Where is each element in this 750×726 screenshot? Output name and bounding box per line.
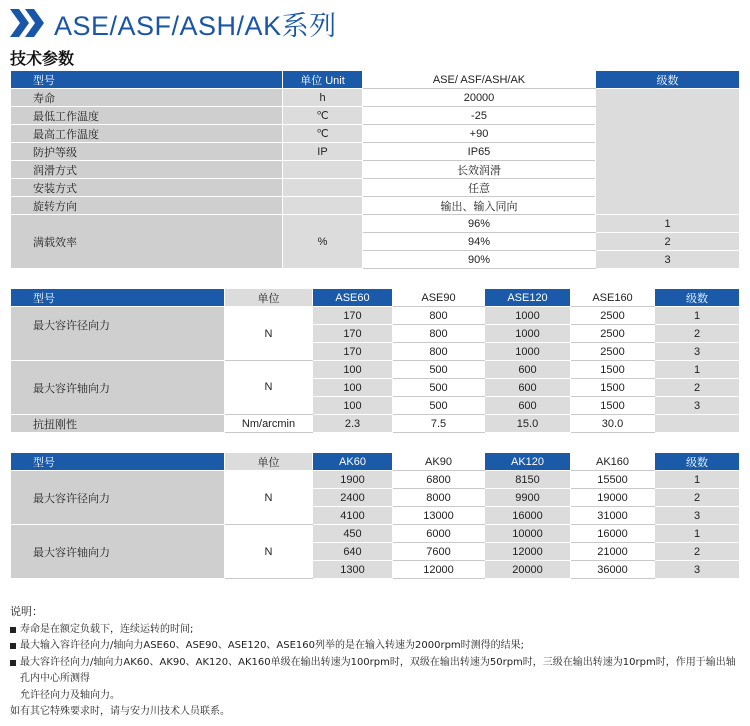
row-value: 20000 <box>363 89 596 107</box>
note-item <box>10 638 740 655</box>
header-stage: 级数 <box>596 71 740 89</box>
stage-value: 3 <box>655 507 740 525</box>
note-text: 最大容许径向力/轴向力AK60、AK90、AK120、AK160单级在输出转速为100rpm时，双级在输出转速为50rpm时，三级在输出转速为10rpm时，作用于输出轴孔内中心所测得 <box>20 656 736 684</box>
table-row <box>11 415 740 433</box>
cell: 1900 <box>313 471 393 489</box>
double-chevron-icon <box>10 9 46 37</box>
stage-empty <box>596 89 740 215</box>
row-label: 安装方式 <box>11 179 283 197</box>
note-text: 寿命是在额定负载下，连续运转的时间; <box>20 623 194 635</box>
efficiency-value: 90% <box>363 251 596 269</box>
header-model-ak90: AK90 <box>393 453 485 471</box>
row-label: 防护等级 <box>11 143 283 161</box>
bullet-square-icon <box>10 643 16 649</box>
cell: 7600 <box>393 543 485 561</box>
axial-force-unit: N <box>225 361 313 415</box>
row-unit: ℃ <box>283 107 363 125</box>
stage-value: 1 <box>655 471 740 489</box>
notes-title: 说明： <box>10 605 43 618</box>
note-item <box>10 655 740 688</box>
row-unit: IP <box>283 143 363 161</box>
spec-table-ak <box>10 452 740 579</box>
spec-table-ase <box>10 288 740 433</box>
cell: 7.5 <box>393 415 485 433</box>
efficiency-label: 满载效率 <box>11 215 283 269</box>
cell: 12000 <box>393 561 485 579</box>
cell: 21000 <box>571 543 655 561</box>
cell: 9900 <box>485 489 571 507</box>
cell: 6800 <box>393 471 485 489</box>
stage-value: 2 <box>655 543 740 561</box>
stage-value: 2 <box>655 489 740 507</box>
cell: 600 <box>485 361 571 379</box>
table-row <box>11 471 740 489</box>
cell: 15.0 <box>485 415 571 433</box>
row-value: 长效润滑 <box>363 161 596 179</box>
header-model-ase90: ASE90 <box>393 289 485 307</box>
note-item <box>10 622 740 639</box>
efficiency-value: 94% <box>363 233 596 251</box>
notes-section <box>10 604 740 721</box>
cell: 19000 <box>571 489 655 507</box>
row-label: 寿命 <box>11 89 283 107</box>
header-series: ASE/ ASF/ASH/AK <box>363 71 596 89</box>
cell: 450 <box>313 525 393 543</box>
cell: 170 <box>313 343 393 361</box>
cell: 13000 <box>393 507 485 525</box>
cell: 100 <box>313 397 393 415</box>
header-model-ak160: AK160 <box>571 453 655 471</box>
header-model-ase60: ASE60 <box>313 289 393 307</box>
row-unit <box>283 161 363 179</box>
section-subtitle: 技术参数 <box>10 49 75 68</box>
row-unit: h <box>283 89 363 107</box>
stage-value: 1 <box>655 525 740 543</box>
cell: 6000 <box>393 525 485 543</box>
stage-value: 2 <box>655 379 740 397</box>
header-model: 型号 <box>11 453 225 471</box>
stage-value: 3 <box>655 397 740 415</box>
row-unit: ℃ <box>283 125 363 143</box>
header-model: 型号 <box>11 71 283 89</box>
radial-force-unit: N <box>225 471 313 525</box>
row-value: 任意 <box>363 179 596 197</box>
cell: 2.3 <box>313 415 393 433</box>
torsion-label: 抗扭刚性 <box>11 415 225 433</box>
note-text: 最大输入容许径向力/轴向力ASE60、ASE90、ASE120、ASE160列举的是在输入转速为2000rpm时测得的结果; <box>20 640 525 651</box>
cell: 640 <box>313 543 393 561</box>
cell: 4100 <box>313 507 393 525</box>
bullet-square-icon <box>10 660 16 666</box>
row-value: -25 <box>363 107 596 125</box>
stage-value: 2 <box>596 233 740 251</box>
bullet-square-icon <box>10 627 16 633</box>
stage-value: 1 <box>596 215 740 233</box>
axial-force-label: 最大容许轴向力 <box>11 361 225 415</box>
row-unit <box>283 179 363 197</box>
radial-force-label: 最大容许径向力 <box>11 471 225 525</box>
cell: 16000 <box>485 507 571 525</box>
cell: 1300 <box>313 561 393 579</box>
row-label: 最低工作温度 <box>11 107 283 125</box>
header-unit: 单位 Unit <box>283 71 363 89</box>
cell: 500 <box>393 379 485 397</box>
cell: 170 <box>313 307 393 325</box>
cell: 1500 <box>571 397 655 415</box>
header-model: 型号 <box>11 289 225 307</box>
table-row <box>11 215 740 233</box>
radial-force-label: 最大容许径向力 <box>11 307 225 361</box>
stage-value: 1 <box>655 361 740 379</box>
cell: 600 <box>485 397 571 415</box>
spec-table-general <box>10 70 740 269</box>
header-model-ak120: AK120 <box>485 453 571 471</box>
table-row <box>11 89 740 107</box>
cell: 2400 <box>313 489 393 507</box>
cell: 1500 <box>571 379 655 397</box>
cell: 1000 <box>485 325 571 343</box>
cell: 100 <box>313 379 393 397</box>
cell: 1000 <box>485 343 571 361</box>
cell: 12000 <box>485 543 571 561</box>
cell: 20000 <box>485 561 571 579</box>
notes-footer: 如有其它特殊要求时，请与安力川技术人员联系。 <box>10 706 230 717</box>
header-model-ase160: ASE160 <box>571 289 655 307</box>
page-title: ASE/ASF/ASH/AK系列 <box>54 10 337 41</box>
radial-force-unit: N <box>225 307 313 361</box>
header-stage: 级数 <box>655 453 740 471</box>
cell: 800 <box>393 343 485 361</box>
stage-value: 3 <box>596 251 740 269</box>
cell: 36000 <box>571 561 655 579</box>
cell: 31000 <box>571 507 655 525</box>
row-label: 旋转方向 <box>11 197 283 215</box>
stage-value: 1 <box>655 307 740 325</box>
cell: 30.0 <box>571 415 655 433</box>
axial-force-unit: N <box>225 525 313 579</box>
cell: 2500 <box>571 343 655 361</box>
header-model-ak60: AK60 <box>313 453 393 471</box>
row-label: 润滑方式 <box>11 161 283 179</box>
cell: 10000 <box>485 525 571 543</box>
cell: 15500 <box>571 471 655 489</box>
efficiency-value: 96% <box>363 215 596 233</box>
cell: 8150 <box>485 471 571 489</box>
note-continuation: 允许径向力及轴向力。 <box>20 689 120 701</box>
cell: 8000 <box>393 489 485 507</box>
torsion-unit: Nm/arcmin <box>225 415 313 433</box>
cell: 800 <box>393 325 485 343</box>
cell: 2500 <box>571 325 655 343</box>
cell: 16000 <box>571 525 655 543</box>
stage-value: 2 <box>655 325 740 343</box>
table-row <box>11 525 740 543</box>
cell: 170 <box>313 325 393 343</box>
header-unit: 单位 <box>225 453 313 471</box>
row-unit <box>283 197 363 215</box>
axial-force-label: 最大容许轴向力 <box>11 525 225 579</box>
row-value: +90 <box>363 125 596 143</box>
header-stage: 级数 <box>655 289 740 307</box>
cell: 100 <box>313 361 393 379</box>
cell: 500 <box>393 397 485 415</box>
table-row <box>11 307 740 325</box>
row-label: 最高工作温度 <box>11 125 283 143</box>
efficiency-unit: % <box>283 215 363 269</box>
stage-value: 3 <box>655 343 740 361</box>
row-value: IP65 <box>363 143 596 161</box>
cell: 1500 <box>571 361 655 379</box>
cell: 800 <box>393 307 485 325</box>
header-model-ase120: ASE120 <box>485 289 571 307</box>
stage-empty <box>655 415 740 433</box>
table-row <box>11 361 740 379</box>
stage-value: 3 <box>655 561 740 579</box>
page-header <box>10 6 337 40</box>
header-unit: 单位 <box>225 289 313 307</box>
row-value: 输出、输入同向 <box>363 197 596 215</box>
cell: 1000 <box>485 307 571 325</box>
cell: 600 <box>485 379 571 397</box>
cell: 500 <box>393 361 485 379</box>
cell: 2500 <box>571 307 655 325</box>
